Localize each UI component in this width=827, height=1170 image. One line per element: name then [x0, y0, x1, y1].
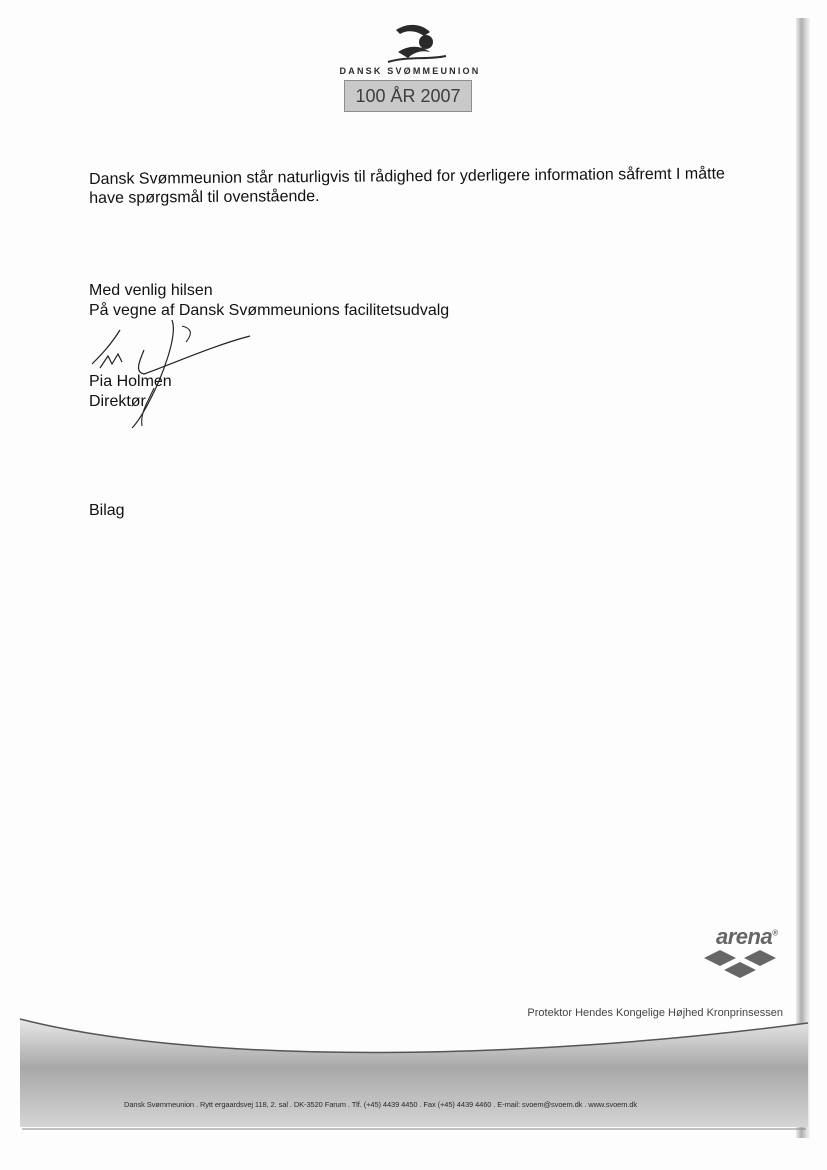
- signer-name: Pia Holmen: [89, 373, 172, 390]
- patron-line: Protektor Hendes Kongelige Højhed Kronprinsessen: [527, 1007, 783, 1019]
- scan-edge: [796, 18, 810, 1138]
- arena-logo: [700, 924, 786, 982]
- enclosure-label: Bilag: [89, 502, 125, 519]
- signer-title: Direktør: [89, 393, 146, 410]
- arena-brand-text: arena: [716, 924, 773, 949]
- letter-body: [89, 164, 725, 208]
- anniversary-badge: 100 ÅR 2007: [344, 80, 472, 112]
- footer-address: Dansk Svømmeunion . Rytt ergaardsvej 118, 2. sal . DK-3520 Farum . Tlf. (+45) 4439 4450 . Fax (+45) 4439 4460 . E-mail: svoem@svoem.dk . www.svoem.dk: [124, 1100, 638, 1109]
- swimmer-icon: [318, 22, 502, 68]
- footer-wave: [0, 1005, 827, 1145]
- arena-registered-mark: ®: [772, 928, 778, 938]
- logo-wordmark: DANSK SVØMMEUNION: [339, 66, 481, 76]
- body-line: Dansk Svømmeunion står naturligvis til rådighed for yderligere information såfremt I måtte: [89, 165, 725, 188]
- body-line: have spørgsmål til ovenstående.: [89, 187, 320, 207]
- union-logo: [318, 22, 502, 114]
- arena-wordmark: [716, 924, 778, 950]
- closing-salutation: Med venlig hilsen: [89, 282, 213, 299]
- arena-diamond-icon: [700, 948, 786, 982]
- on-behalf-line: På vegne af Dansk Svømmeunions facilitetsudvalg: [89, 302, 450, 319]
